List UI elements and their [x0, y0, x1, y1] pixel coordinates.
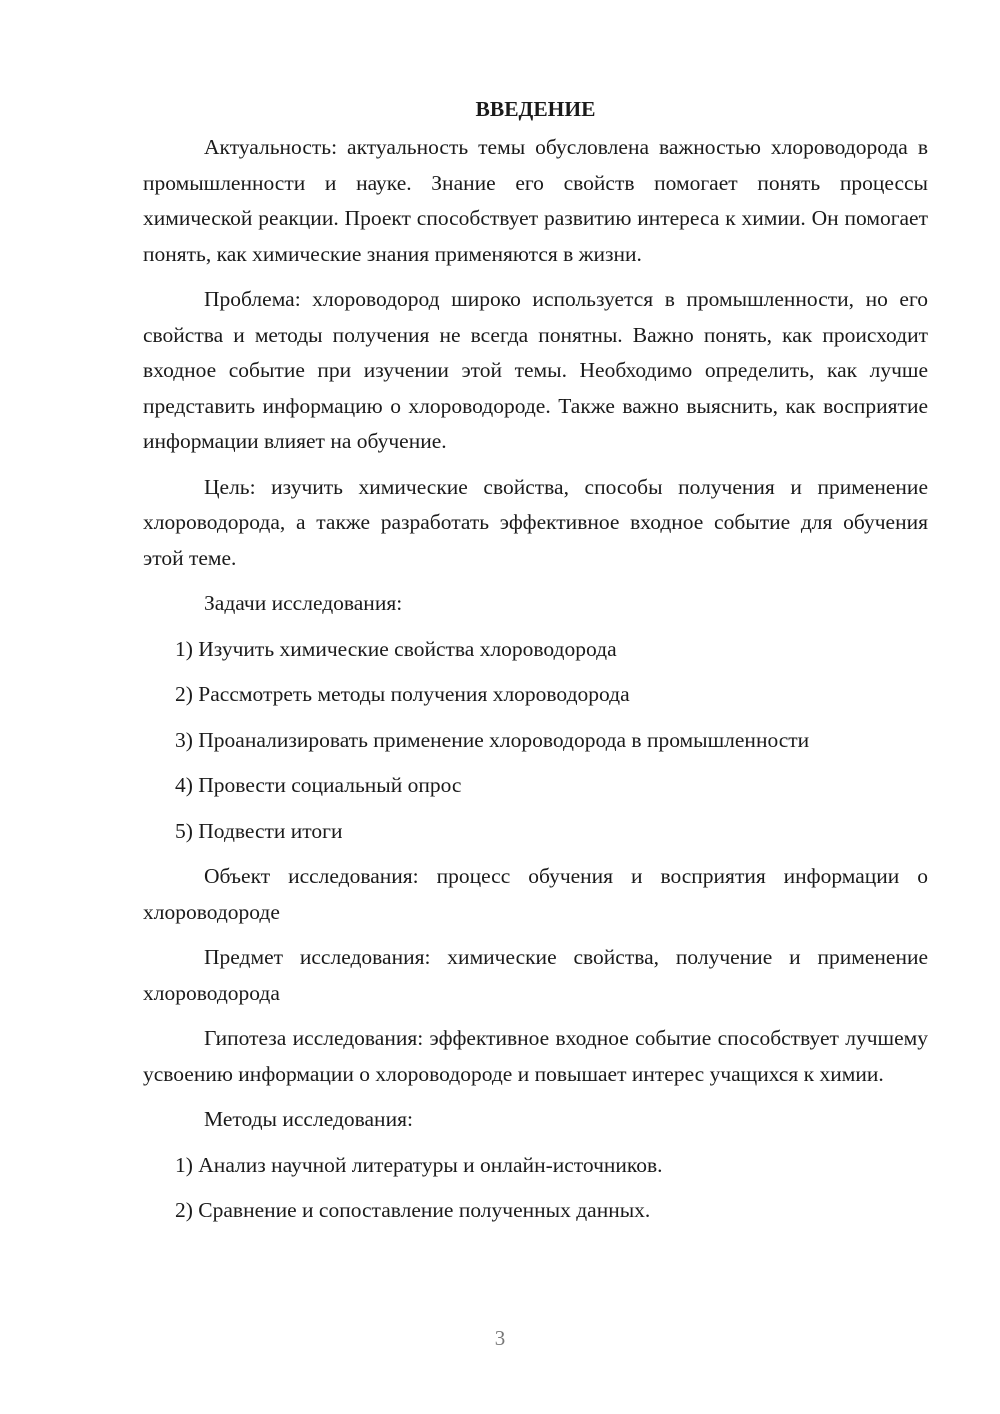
- page-title: ВВЕДЕНИЕ: [475, 97, 596, 121]
- page-number: 3: [494, 1326, 506, 1350]
- list-item: 2) Рассмотреть методы получения хлороводорода: [175, 682, 630, 706]
- paragraph-hypothesis: Гипотеза исследования: эффективное входное событие способствует лучшему усвоению информации о хлороводороде и повышает интерес учащихся к химии.: [143, 1026, 928, 1086]
- tasks-list: [143, 632, 928, 850]
- list-item: 1) Изучить химические свойства хлороводорода: [175, 636, 617, 661]
- list-item: 5) Подвести итоги: [175, 818, 343, 843]
- list-item: 1) Анализ научной литературы и онлайн-источников.: [175, 1152, 663, 1177]
- tasks-heading: Задачи исследования:: [204, 591, 403, 615]
- list-item: 4) Провести социальный опрос: [175, 773, 462, 797]
- paragraph-goal: Цель: изучить химические свойства, способы получения и применение хлороводорода, а также разработать эффективное входное событие для обучения этой теме.: [143, 474, 928, 570]
- document-page: [143, 92, 928, 1239]
- paragraph-problem: Проблема: хлороводород широко используется в промышленности, но его свойства и методы получения не всегда понятны. Важно понять, как происходит входное событие при изучении этой темы. Необходимо определить, как лучше представить информацию о хлороводороде. Также важно выяснить, как восприятие информации влияет на обучение.: [143, 287, 928, 453]
- list-item: 2) Сравнение и сопоставление полученных данных.: [175, 1198, 651, 1222]
- methods-list: [143, 1148, 928, 1229]
- paragraph-subject: Предмет исследования: химические свойства, получение и применение хлороводорода: [143, 945, 928, 1005]
- paragraph-object: Объект исследования: процесс обучения и восприятия информации о хлороводороде: [143, 864, 928, 924]
- paragraph-relevance: Актуальность: актуальность темы обусловлена важностью хлороводорода в промышленности и науке. Знание его свойств помогает понять процессы химической реакции. Проект способствует развитию интереса к химии. Он помогает понять, как химические знания применяются в жизни.: [143, 135, 928, 266]
- list-item: 3) Проанализировать применение хлороводорода в промышленности: [175, 727, 810, 752]
- methods-heading: Методы исследования:: [204, 1107, 413, 1131]
